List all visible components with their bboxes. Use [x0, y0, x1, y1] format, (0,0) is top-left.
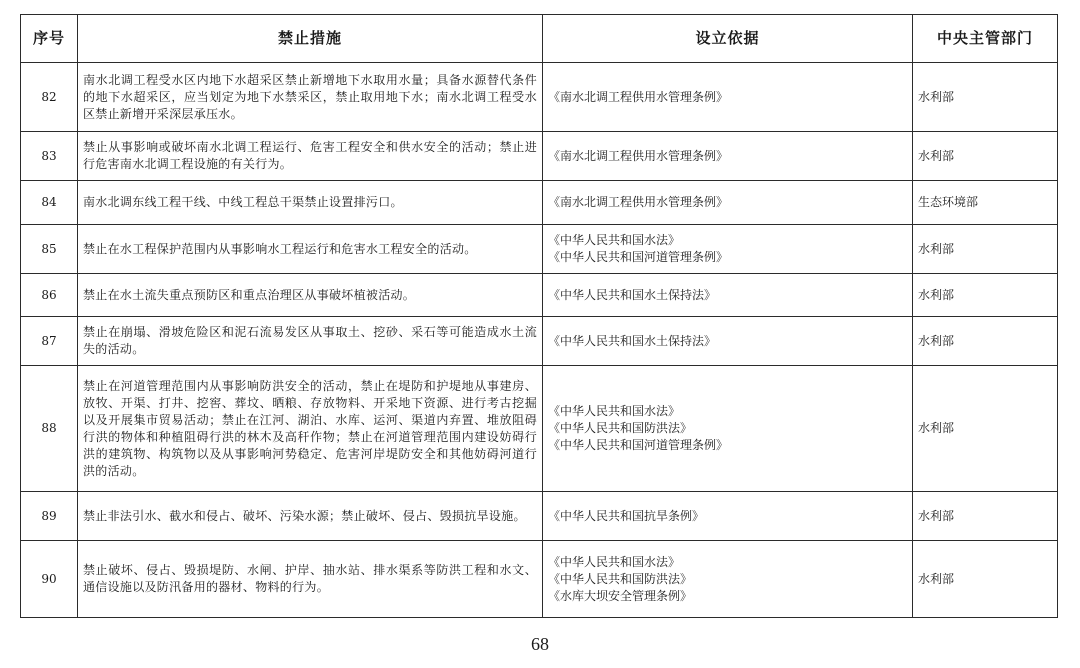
- basis-item: 《南水北调工程供用水管理条例》: [548, 195, 729, 209]
- basis-item: 《中华人民共和国水土保持法》: [548, 287, 717, 302]
- prohibition-table: [20, 14, 1058, 618]
- row-no: 84: [21, 181, 78, 225]
- row-basis: [543, 541, 913, 618]
- basis-item: 《中华人民共和国抗旱条例》: [548, 508, 705, 523]
- row-basis: [543, 274, 913, 317]
- row-measure: 禁止从事影响或破坏南水北调工程运行、危害工程安全和供水安全的活动；禁止进行危害南水北调工程设施的有关行为。: [78, 132, 543, 181]
- document-page: [20, 14, 1057, 618]
- basis-item: 《中华人民共和国水法》: [548, 233, 681, 247]
- row-dept: 水利部: [913, 366, 1058, 492]
- row-dept: 水利部: [913, 63, 1058, 132]
- table-row: [21, 225, 1058, 274]
- basis-item: 《中华人民共和国防洪法》: [548, 571, 693, 586]
- basis-item: 《南水北调工程供用水管理条例》: [548, 89, 729, 104]
- row-dept: 水利部: [913, 317, 1058, 366]
- row-basis: [543, 317, 913, 366]
- row-no: 85: [21, 225, 78, 274]
- row-basis: [543, 492, 913, 541]
- header-measure: 禁止措施: [78, 15, 543, 63]
- row-dept: 水利部: [913, 274, 1058, 317]
- row-measure: 禁止破坏、侵占、毁损堤防、水闸、护岸、抽水站、排水渠系等防洪工程和水文、通信设施以及防汛备用的器材、物料的行为。: [78, 541, 543, 618]
- row-basis: [543, 366, 913, 492]
- table-row: [21, 132, 1058, 181]
- row-dept: 生态环境部: [913, 181, 1058, 225]
- header-basis: 设立依据: [543, 15, 913, 63]
- row-measure: 南水北调工程受水区内地下水超采区禁止新增地下水取用水量；具备水源替代条件的地下水超采区，应当划定为地下水禁采区，禁止取用地下水；南水北调工程受水区禁止新增开采深层承压水。: [78, 63, 543, 132]
- table-row: [21, 317, 1058, 366]
- row-no: 89: [21, 492, 78, 541]
- row-no: 86: [21, 274, 78, 317]
- row-measure: 禁止在水土流失重点预防区和重点治理区从事破坏植被活动。: [78, 274, 543, 317]
- row-no: 90: [21, 541, 78, 618]
- basis-item: 《水库大坝安全管理条例》: [548, 588, 693, 603]
- row-dept: 水利部: [913, 492, 1058, 541]
- basis-item: 《南水北调工程供用水管理条例》: [548, 148, 729, 163]
- table-row: [21, 541, 1058, 618]
- basis-item: 《中华人民共和国河道管理条例》: [548, 250, 729, 264]
- basis-item: 《中华人民共和国防洪法》: [548, 421, 693, 435]
- row-dept: 水利部: [913, 541, 1058, 618]
- header-no: 序号: [21, 15, 78, 63]
- row-basis: [543, 63, 913, 132]
- row-measure: 禁止在水工程保护范围内从事影响水工程运行和危害水工程安全的活动。: [78, 225, 543, 274]
- basis-item: 《中华人民共和国河道管理条例》: [548, 438, 729, 452]
- page-number: 68: [531, 634, 549, 654]
- row-no: 83: [21, 132, 78, 181]
- row-basis: [543, 181, 913, 225]
- table-header-row: [21, 15, 1058, 63]
- row-basis: [543, 132, 913, 181]
- row-measure: 禁止在河道管理范围内从事影响防洪安全的活动，禁止在堤防和护堤地从事建房、放牧、开渠、打井、挖窖、葬坟、晒粮、存放物料、开采地下资源、进行考古挖掘以及开展集市贸易活动；禁止在江河、湖泊、水库、运河、渠道内弃置、堆放阻碍行洪的物体和种植阻碍行洪的林木及高秆作物；禁止在河道管理范围内建设妨碍行洪的建筑物、构筑物以及从事影响河势稳定、危害河岸堤防安全和其他妨碍河道行洪的活动。: [78, 366, 543, 492]
- table-row: [21, 63, 1058, 132]
- row-no: 88: [21, 366, 78, 492]
- basis-item: 《中华人民共和国水法》: [548, 554, 681, 569]
- table-row: [21, 492, 1058, 541]
- table-row: [21, 366, 1058, 492]
- row-dept: 水利部: [913, 225, 1058, 274]
- row-dept: 水利部: [913, 132, 1058, 181]
- header-dept: 中央主管部门: [913, 15, 1058, 63]
- row-no: 87: [21, 317, 78, 366]
- basis-item: 《中华人民共和国水法》: [548, 404, 681, 418]
- row-basis: [543, 225, 913, 274]
- row-measure: 禁止非法引水、截水和侵占、破坏、污染水源；禁止破坏、侵占、毁损抗旱设施。: [78, 492, 543, 541]
- basis-item: 《中华人民共和国水土保持法》: [548, 333, 717, 348]
- row-measure: 禁止在崩塌、滑坡危险区和泥石流易发区从事取土、挖砂、采石等可能造成水土流失的活动。: [78, 317, 543, 366]
- table-row: [21, 181, 1058, 225]
- table-row: [21, 274, 1058, 317]
- row-no: 82: [21, 63, 78, 132]
- row-measure: 南水北调东线工程干线、中线工程总干渠禁止设置排污口。: [78, 181, 543, 225]
